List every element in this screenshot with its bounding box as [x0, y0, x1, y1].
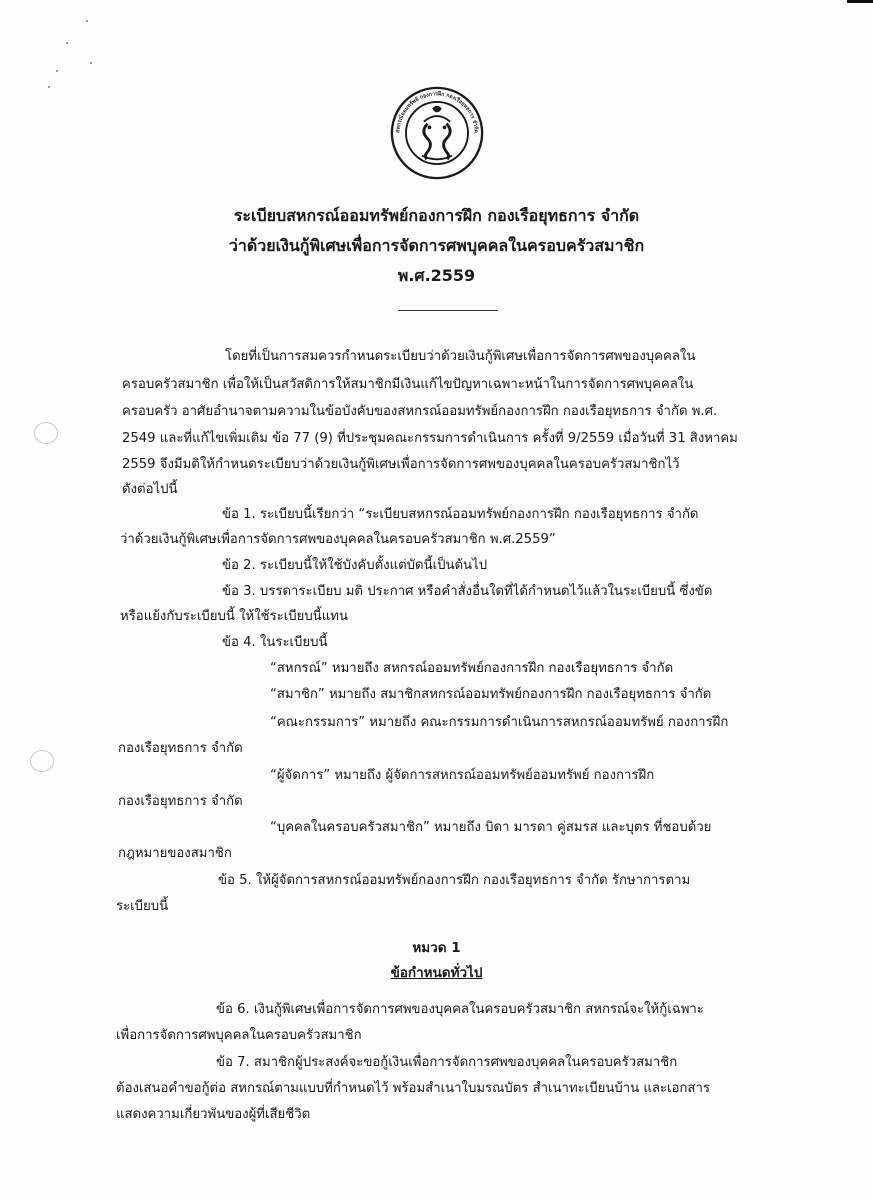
definition-family: “บุคคลในครอบครัวสมาชิก” หมายถึง บิดา มารดา คู่สมรส และบุตร ที่ชอบด้วย [270, 820, 712, 835]
clause-7: ข้อ 7. สมาชิกผู้ประสงค์จะขอกู้เงินเพื่อการจัดการศพของบุคคลในครอบครัวสมาชิก [216, 1055, 678, 1070]
title-divider [398, 310, 498, 311]
scan-speck [90, 62, 92, 64]
definition-committee-cont: กองเรือยุทธการ จำกัด [118, 741, 243, 756]
clause-6-cont: เพื่อการจัดการศพบุคคลในครอบครัวสมาชิก [116, 1028, 362, 1043]
preamble-line: 2549 และที่แก้ไขเพิ่มเติม ข้อ 77 (9) ที่ประชุมคณะกรรมการดำเนินการ ครั้งที่ 9/2559 เมื่อวันที่ 31 สิงหาคม [122, 431, 738, 446]
clause-7-cont: ต้องเสนอคำขอกู้ต่อ สหกรณ์ตามแบบที่กำหนดไว้ พร้อมสำเนาใบมรณบัตร สำเนาทะเบียนบ้าน และเอกสาร [116, 1081, 710, 1096]
document-subtitle: ว่าด้วยเงินกู้พิเศษเพื่อการจัดการศพบุคคลในครอบครัวสมาชิก [228, 236, 645, 255]
definition-manager-cont: กองเรือยุทธการ จำกัด [118, 794, 243, 809]
section-heading: ข้อกำหนดทั่วไป [390, 965, 483, 981]
clause-3: ข้อ 3. บรรดาระเบียบ มติ ประกาศ หรือคำสั่งอื่นใดที่ได้กำหนดไว้แล้วในระเบียบนี้ ซึ่งขัด [222, 584, 713, 599]
section-heading-row [0, 964, 873, 982]
preamble-line: ครอบครัวสมาชิก เพื่อให้เป็นสวัสดิการให้สมาชิกมีเงินแก้ไขปัญหาเฉพาะหน้าในการจัดการศพบุคคลใน [122, 377, 694, 392]
clause-3-cont: หรือแย้งกับระเบียบนี้ ให้ใช้ระเบียบนี้แทน [120, 609, 348, 624]
definition-manager: “ผู้จัดการ” หมายถึง ผู้จัดการสหกรณ์ออมทรัพย์ออมทรัพย์ กองการฝึก [270, 768, 655, 783]
clause-5: ข้อ 5. ให้ผู้จัดการสหกรณ์ออมทรัพย์กองการฝึก กองเรือยุทธการ จำกัด รักษาการตาม [218, 873, 691, 888]
clause-5-cont: ระเบียบนี้ [116, 899, 169, 914]
clause-6: ข้อ 6. เงินกู้พิเศษเพื่อการจัดการศพของบุคคลในครอบครัวสมาชิก สหกรณ์จะให้กู้เฉพาะ [216, 1002, 704, 1017]
preamble-line: ครอบครัว อาศัยอำนาจตามความในข้อบังคับของสหกรณ์ออมทรัพย์กองการฝึก กองเรือยุทธการ จำกัด พ.ศ. [122, 404, 718, 419]
preamble-line: ดังต่อไปนี้ [122, 482, 178, 497]
cooperative-seal-icon [390, 86, 484, 180]
punch-hole [30, 750, 54, 772]
scan-speck [48, 86, 50, 88]
seal-ring-text: สหกรณ์ออมทรัพย์ กองการฝึก กองเรือยุทธการ จำกัด [395, 91, 479, 134]
document-year: พ.ศ.2559 [397, 266, 476, 285]
scan-corner-mark [847, 0, 873, 3]
document-title: ระเบียบสหกรณ์ออมทรัพย์กองการฝึก กองเรือยุทธการ จำกัด [233, 206, 640, 225]
scan-speck [56, 70, 58, 72]
punch-hole [34, 422, 58, 444]
definition-cooperative: “สหกรณ์” หมายถึง สหกรณ์ออมทรัพย์กองการฝึก กองเรือยุทธการ จำกัด [270, 661, 674, 676]
scan-speck [86, 20, 88, 22]
definition-family-cont: กฎหมายของสมาชิก [118, 846, 232, 861]
definition-member: “สมาชิก” หมายถึง สมาชิกสหกรณ์ออมทรัพย์กองการฝึก กองเรือยุทธการ จำกัด [270, 687, 712, 702]
clause-2: ข้อ 2. ระเบียบนี้ให้ใช้บังคับตั้งแต่บัดนี้เป็นต้นไป [222, 558, 488, 573]
clause-1-cont: ว่าด้วยเงินกู้พิเศษเพื่อการจัดการศพของบุคคลในครอบครัวสมาชิก พ.ศ.2559” [120, 532, 556, 547]
scan-speck [66, 42, 68, 44]
preamble-line: โดยที่เป็นการสมควรกำหนดระเบียบว่าด้วยเงินกู้พิเศษเพื่อการจัดการศพของบุคคลใน [225, 349, 696, 364]
section-number: หมวด 1 [412, 940, 461, 956]
clause-4: ข้อ 4. ในระเบียบนี้ [222, 635, 328, 650]
clause-1: ข้อ 1. ระเบียบนี้เรียกว่า “ระเบียบสหกรณ์ออมทรัพย์กองการฝึก กองเรือยุทธการ จำกัด [222, 507, 699, 522]
clause-7-cont: แสดงความเกี่ยวพันของผู้ที่เสียชีวิต [116, 1107, 311, 1122]
definition-committee: “คณะกรรมการ” หมายถึง คณะกรรมการดำเนินการสหกรณ์ออมทรัพย์ กองการฝึก [270, 715, 729, 730]
preamble-line: 2559 จึงมีมติให้กำหนดระเบียบว่าด้วยเงินกู้พิเศษเพื่อการจัดการศพของบุคคลในครอบครัวสมาชิกไว้ [122, 457, 680, 472]
